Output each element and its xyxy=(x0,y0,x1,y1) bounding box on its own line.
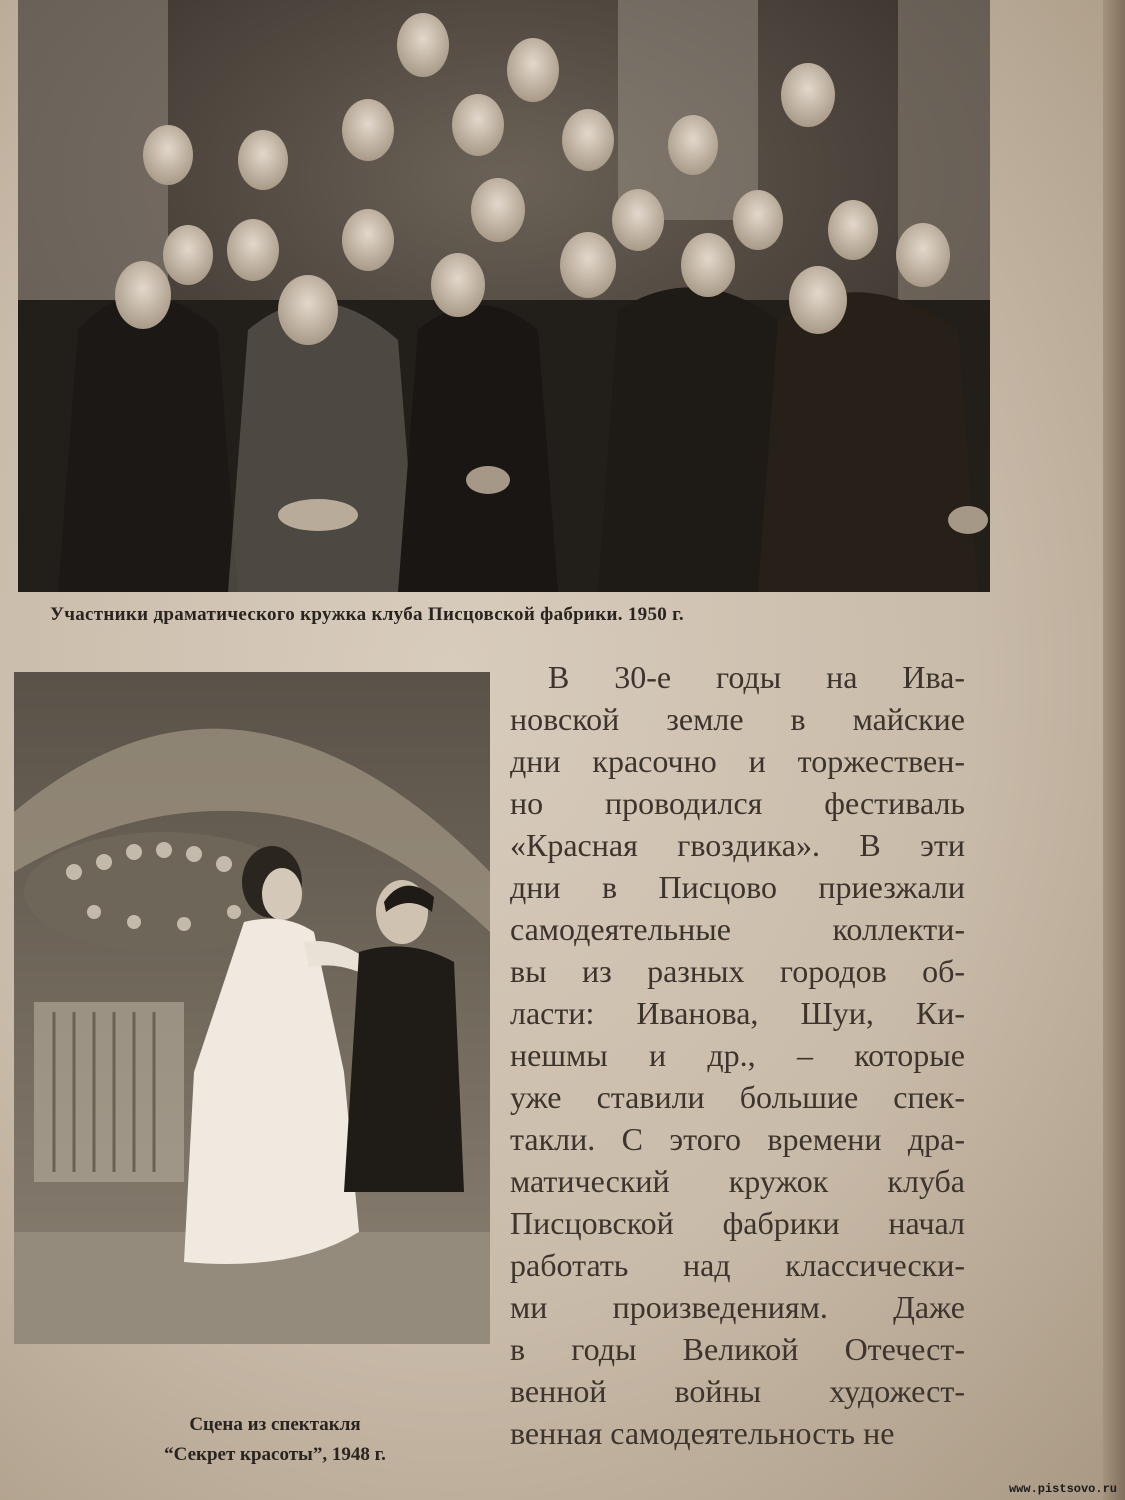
body-line: Писцовской фабрики начал xyxy=(510,1205,965,1241)
stage-scene-caption xyxy=(40,1410,510,1470)
group-photo-image xyxy=(18,0,990,592)
body-line: венной войны художест- xyxy=(510,1373,965,1409)
group-photo-caption: Участники драматического кружка клуба Писцовской фабрики. 1950 г. xyxy=(50,604,684,625)
body-text xyxy=(510,656,965,1454)
body-line: «Красная гвоздика». В эти xyxy=(510,827,965,863)
body-line: ласти: Иванова, Шуи, Ки- xyxy=(510,995,965,1031)
body-line: такли. С этого времени дра- xyxy=(510,1121,965,1157)
body-line: самодеятельные коллекти- xyxy=(510,911,965,947)
body-line: уже ставили большие спек- xyxy=(510,1079,965,1115)
stage-scene-photo xyxy=(14,672,490,1344)
body-line: в годы Великой Отечест- xyxy=(510,1331,965,1367)
page-edge xyxy=(1103,0,1125,1500)
body-line: новской земле в майские xyxy=(510,701,965,737)
body-line: дни красочно и торжествен- xyxy=(510,743,965,779)
body-line: нешмы и др., – которые xyxy=(510,1037,965,1073)
body-line: работать над классически- xyxy=(510,1247,965,1283)
body-line: В 30-е годы на Ива- xyxy=(548,659,965,695)
body-line: дни в Писцово приезжали xyxy=(510,869,965,905)
body-line: ми произведениям. Даже xyxy=(510,1289,965,1325)
stage-scene-caption-line1: Сцена из спектакля xyxy=(189,1414,361,1435)
body-line: но проводился фестиваль xyxy=(510,785,965,821)
group-photo xyxy=(18,0,990,592)
body-line: вы из разных городов об- xyxy=(510,953,965,989)
watermark: www.pistsovo.ru xyxy=(1008,1482,1117,1496)
body-line: венная самодеятельность не xyxy=(510,1415,895,1451)
body-line: матический кружок клуба xyxy=(510,1163,965,1199)
stage-scene-caption-line2: “Секрет красоты”, 1948 г. xyxy=(164,1444,386,1465)
stage-scene-image xyxy=(14,672,490,1344)
